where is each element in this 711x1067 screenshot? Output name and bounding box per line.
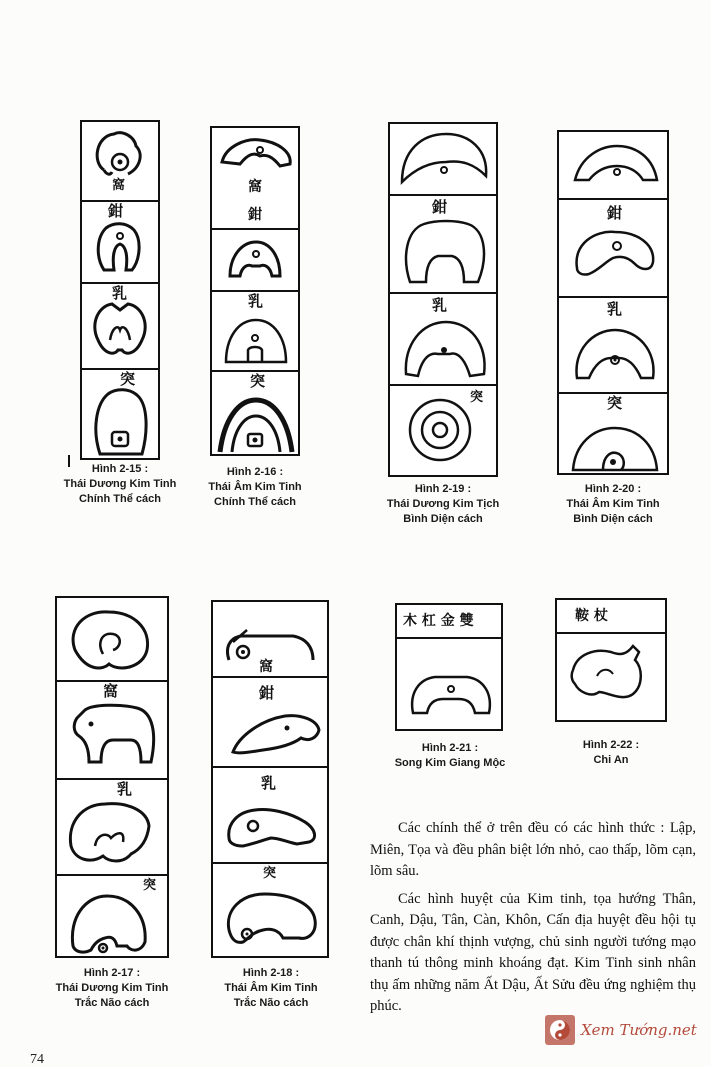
figure-2-18-cell-3 [213,768,327,864]
figure-2-16-panel [210,126,300,456]
figure-2-15-cell-1 [82,122,158,202]
figure-2-22-header [557,600,665,634]
figure-2-17-cell-4 [57,876,167,956]
qian-character: 鉗 [248,207,262,223]
figure-subtitle: Trắc Não cách [233,997,309,1009]
watermark-text: Xem Tướng.net [581,1021,697,1039]
page-number: 74 [30,1052,44,1067]
figure-2-20-caption [543,482,683,527]
ru-character: 乳 [607,300,623,318]
figure-2-20-cell-2 [559,200,667,298]
breast-drawing [559,298,667,392]
breast-drawing [212,292,298,370]
figure-2-20-cell-1 [559,132,667,200]
figure-2-15-cell-3 [82,284,158,370]
figure-label: Hình 2-15 : [91,463,149,475]
figure-2-21-panel [395,603,503,731]
pincer-drawing [559,200,667,296]
flat-dome-drawing [559,132,667,198]
tu-character: 突 [120,370,136,388]
figure-2-22-caption [541,738,681,768]
figure-2-17-panel [55,596,169,958]
figure-2-19-cell-3 [390,294,496,386]
ru-character: 乳 [117,780,133,798]
twin-mound-drawing [397,639,501,729]
concentric-circles-drawing [390,386,496,474]
breast-drawing [390,294,496,384]
figure-title: Chi An [593,754,629,766]
figure-2-18-caption [196,966,346,1011]
figure-2-20-panel [557,130,669,475]
figure-title: Thái Âm Kim Tinh [208,481,302,493]
figure-label: Hình 2-20 : [584,483,642,495]
breast-drawing [82,284,158,368]
figure-title: Thái Âm Kim Tinh [566,498,660,510]
figure-2-18-cell-1 [213,602,327,678]
ru-character: 乳 [261,774,277,792]
figure-title: Thái Âm Kim Tinh [224,982,318,994]
figure-label: Hình 2-17 : [83,967,141,979]
protrusion-drawing [57,876,167,956]
figure-2-15-caption [40,462,200,507]
figure-subtitle: Bình Diện cách [573,513,653,525]
figure-subtitle: Chính Thể cách [79,493,161,505]
figure-2-22-drawing-cell [557,634,665,720]
figure-2-16-cell-2 [212,230,298,292]
figure-2-21-header [397,605,501,639]
tu-character: 突 [143,878,157,893]
figure-label: Hình 2-16 : [226,466,284,478]
ru-character: 乳 [248,292,264,310]
round-mound-drawing [390,124,496,194]
figure-2-16-cell-4 [212,372,298,454]
figure-2-19-cell-4 [390,386,496,475]
tu-character: 突 [250,372,266,390]
figure-title: Song Kim Giang Mộc [394,757,506,769]
figure-2-15-cell-2 [82,202,158,284]
pincer-drawing [212,230,298,290]
qian-character: 鉗 [259,684,275,702]
protrusion-drawing [82,370,158,458]
figure-2-18-cell-2 [213,678,327,768]
figure-2-17-cell-2 [57,682,167,780]
protrusion-drawing [212,372,298,454]
paragraph-1: Các chính thể ở trên đều có các hình thức : Lập, Miên, Tọa và đều phân biệt lớn nhỏ, cao thấp, lõm cạn, lõm sâu. [370,820,696,879]
pincer-drawing [390,196,496,292]
figure-2-19-cell-2 [390,196,496,294]
body-text [370,818,696,1024]
protrusion-drawing [559,394,667,472]
tu-character: 突 [607,394,623,412]
ru-character: 乳 [432,296,448,314]
side-dome-drawing [213,602,327,666]
figure-2-17-cell-1 [57,598,167,682]
figure-subtitle: Bình Diện cách [403,513,483,525]
breast-drawing [213,768,327,862]
breast-drawing [57,780,167,874]
figure-2-18-cell-4 [213,864,327,956]
tu-character: 突 [470,390,484,405]
pincer-drawing [213,678,327,766]
ru-character: 乳 [112,284,128,302]
figure-subtitle: Chính Thể cách [214,496,296,508]
figure-2-19-panel [388,122,498,477]
yin-yang-icon [545,1015,575,1045]
figure-label: Hình 2-22 : [582,739,640,751]
figure-2-15-cell-4 [82,370,158,458]
figure-subtitle: Trắc Não cách [74,997,150,1009]
fig21-cjk-header: 木 杠 金 雙 [403,613,474,629]
pincer-drawing [82,202,158,282]
figure-2-16-caption [180,465,330,510]
figure-2-21-caption [380,741,520,771]
site-watermark [545,1012,705,1048]
figure-2-20-cell-4 [559,394,667,473]
figure-2-16-cell-3 [212,292,298,372]
figure-2-20-cell-3 [559,298,667,394]
wo-character: 窩 [112,178,126,193]
tu-character: 突 [263,866,277,881]
figure-2-17-cell-3 [57,780,167,876]
paragraph-2: Các hình huyệt của Kim tinh, tọa hướng Thân, Canh, Dậu, Tân, Càn, Khôn, Cấn địa huyệt đều hội tụ được chân khí thịnh vượng, chủ sinh người tướng mạo thanh tú thông minh khoáng đạt. Kim Tinh sinh nhân thụ ấm những năm Ất Dậu, Ất Sửu đều ứng nghiệm thụ phúc. [370,890,696,1014]
figure-2-19-caption [373,482,513,527]
qian-character: 鉗 [108,202,124,220]
wo-character: 窩 [259,659,273,675]
figure-label: Hình 2-19 : [414,483,472,495]
wo-character: 窩 [103,682,119,700]
qian-character: 鉗 [607,204,623,222]
figure-2-18-panel [211,600,329,958]
figure-2-17-caption [37,966,187,1011]
protrusion-drawing [213,864,327,954]
fig22-cjk-header: 鞍 杖 [575,608,608,624]
qian-character: 鉗 [432,198,448,216]
pincer-drawing [57,682,167,778]
side-mound-drawing [57,598,167,680]
figure-title: Thái Dương Kim Tịch [386,498,500,510]
saddle-drawing [557,634,665,720]
figure-label: Hình 2-18 : [242,967,300,979]
figure-2-21-drawing-cell [397,639,501,729]
figure-2-19-cell-1 [390,124,496,196]
figure-label: Hình 2-21 : [421,742,479,754]
wo-character: 窩 [248,179,262,195]
figure-2-15-panel [80,120,160,460]
figure-title: Thái Dương Kim Tinh [55,982,169,994]
figure-2-16-cell-1 [212,128,298,230]
figure-2-22-panel [555,598,667,722]
figure-title: Thái Dương Kim Tinh [63,478,177,490]
